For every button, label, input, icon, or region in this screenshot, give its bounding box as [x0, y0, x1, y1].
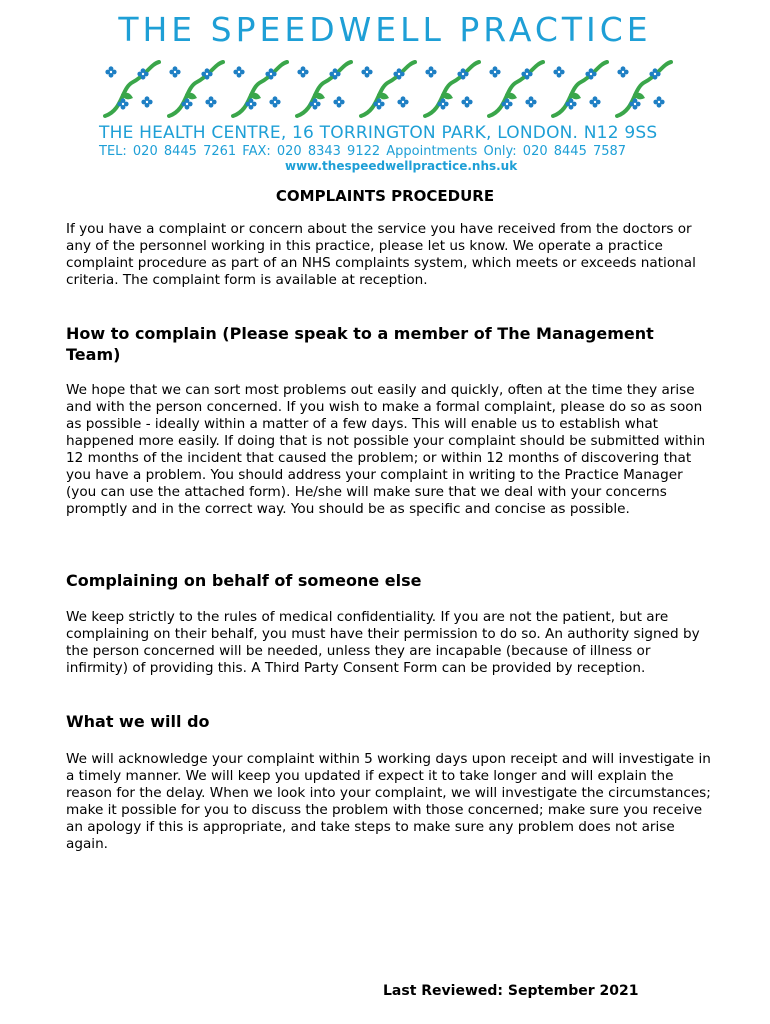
document-title: COMPLAINTS PROCEDURE	[275, 187, 495, 205]
practice-address: THE HEALTH CENTRE, 16 TORRINGTON PARK, LONDON. N12 9SS	[99, 123, 658, 143]
letterhead	[95, 8, 675, 173]
floral-border-image	[97, 58, 673, 122]
section-body-what-we-will-do: We will acknowledge your complaint within 5 working days upon receipt and will investigate in a timely manner. We will keep you updated if expect it to take longer and will explain the reason for the delay. When we look into your complaint, we will investigate the circumstances; make it possible for you to discuss the problem with those concerned; make sure you receive an apology if this is appropriate, and take steps to make sure any problem does not arise again.	[66, 751, 711, 852]
section-heading-how-to-complain: How to complain (Please speak to a member of The Management Team)	[66, 324, 654, 364]
section-heading-behalf: Complaining on behalf of someone else	[66, 571, 422, 590]
section-body-how-to-complain: We hope that we can sort most problems out easily and quickly, often at the time they arise and with the person concerned. If you wish to make a formal complaint, please do so as soon as possible - ideally within a matter of a few days. This will enable us to establish what happened more easily. If doing that is not possible your complaint should be submitted within 12 months of the incident that caused the problem; or within 12 months of discovering that you have a problem. You should address your complaint in writing to the Practice Manager (you can use the attached form). He/she will make sure that we deal with your concerns promptly and in the correct way. You should be as specific and concise as possible.	[66, 382, 706, 517]
practice-name: THE SPEEDWELL PRACTICE	[118, 10, 652, 49]
practice-website[interactable]: www.thespeedwellpractice.nhs.uk	[285, 159, 518, 173]
intro-paragraph: If you have a complaint or concern about the service you have received from the doctors or any of the personnel working in this practice, please let us know. We operate a practice complaint procedure as part of an NHS complaints system, which meets or exceeds national criteria. The complaint form is available at reception.	[66, 221, 696, 288]
practice-contact-numbers: TEL: 020 8445 7261 FAX: 020 8343 9122 Appointments Only: 020 8445 7587	[99, 144, 627, 159]
last-reviewed-date: Last Reviewed: September 2021	[383, 983, 639, 999]
section-heading-what-we-will-do: What we will do	[66, 712, 210, 731]
section-body-behalf: We keep strictly to the rules of medical confidentiality. If you are not the patient, but are complaining on their behalf, you must have their permission to do so. An authority signed by the person concerned will be needed, unless they are incapable (because of illness or infirmity) of providing this. A Third Party Consent Form can be provided by reception.	[66, 609, 700, 676]
